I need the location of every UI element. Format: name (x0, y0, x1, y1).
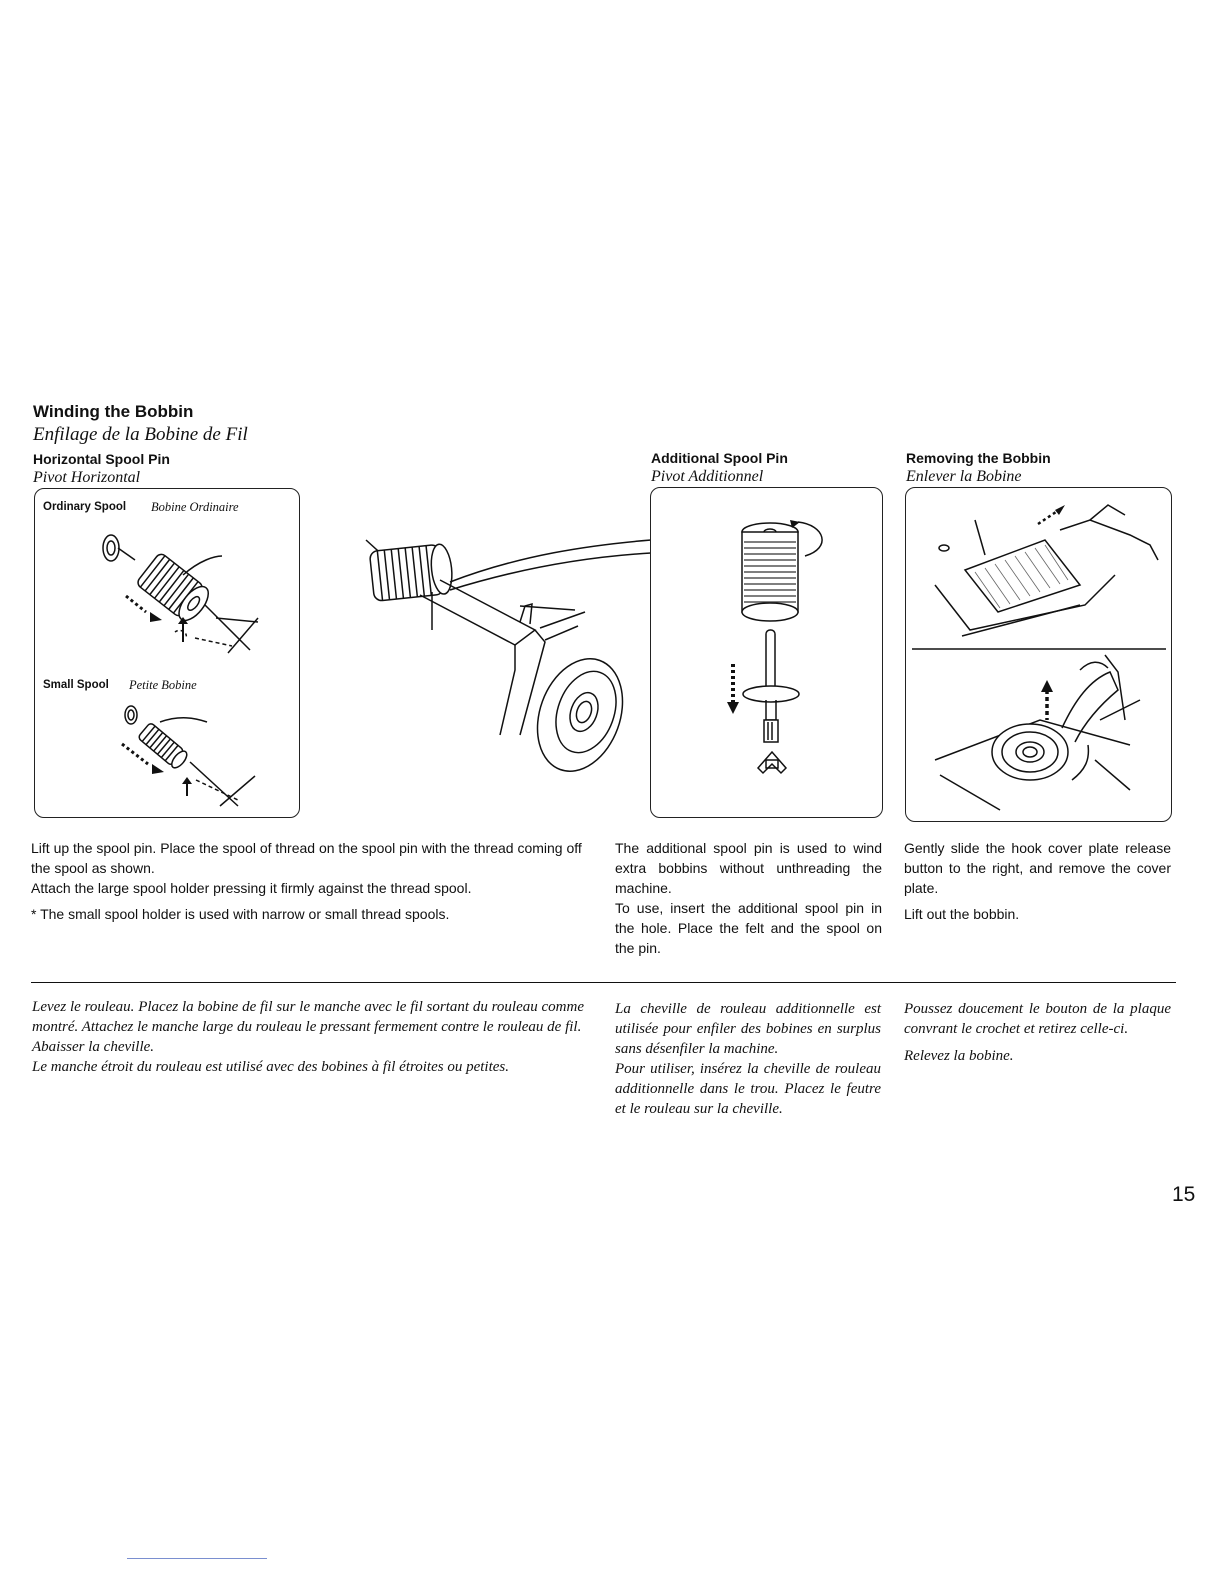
fr-col1 (32, 997, 584, 1077)
en-col2-p2: To use, insert the additional spool pin in the hole. Place the felt and the spool on the pin. (615, 900, 882, 956)
fr-col3 (904, 999, 1171, 1066)
small-spool-label: Small Spool (43, 679, 109, 691)
additional-spool-heading: Additional Spool Pin (651, 450, 788, 466)
additional-spool-heading-fr: Pivot Additionnel (651, 468, 764, 485)
fr-col1-p2: Abaisser la cheville. (32, 1039, 155, 1055)
fr-col2-p1: La cheville de rouleau additionnelle est utilisée pour enfiler des bobines en surplus sans désenfiler la machine. (615, 1001, 881, 1057)
en-col2-p1: The additional spool pin is used to wind extra bobbins without unthreading the machine. (615, 840, 882, 896)
fr-col3-p2: Relevez la bobine. (904, 1048, 1014, 1064)
section-title-fr: Enfilage de la Bobine de Fil (33, 424, 248, 445)
removing-bobbin-heading: Removing the Bobbin (906, 450, 1051, 466)
en-col3-p2: Lift out the bobbin. (904, 906, 1020, 922)
fr-col2-p2: Pour utiliser, insérez la cheville de rouleau additionnelle dans le trou. Placez le feutre et le rouleau sur la cheville. (615, 1061, 881, 1117)
small-spool-label-fr: Petite Bobine (129, 678, 197, 692)
horizontal-spool-heading: Horizontal Spool Pin (33, 451, 170, 467)
en-col1-p2: Attach the large spool holder pressing it firmly against the thread spool. (31, 880, 472, 896)
fr-col1-p1: Levez le rouleau. Placez la bobine de fil sur le manche avec le fil sortant du rouleau comme montré. Attachez le manche large du rouleau le pressant fermement contre le rouleau de fil. (32, 999, 584, 1035)
section-title: Winding the Bobbin (33, 402, 194, 421)
en-col3 (904, 838, 1171, 924)
en-col3-p1: Gently slide the hook cover plate release button to the right, and remove the cover plate. (904, 840, 1171, 896)
en-col1-note: * The small spool holder is used with narrow or small thread spools. (31, 906, 450, 922)
fr-col2 (615, 999, 881, 1119)
en-col1-p1: Lift up the spool pin. Place the spool of thread on the spool pin with the thread coming off the spool as shown. (31, 840, 582, 876)
removing-bobbin-heading-fr: Enlever la Bobine (906, 468, 1022, 485)
ordinary-spool-label-fr: Bobine Ordinaire (151, 500, 239, 514)
page-number: 15 (1172, 1183, 1196, 1206)
fr-col1-p3: Le manche étroit du rouleau est utilisé avec des bobines à fil étroites ou petites. (32, 1059, 509, 1075)
en-col1 (31, 838, 584, 924)
section-divider (31, 982, 1176, 983)
ordinary-spool-label: Ordinary Spool (43, 501, 127, 513)
en-col2 (615, 838, 882, 958)
footer-rule (127, 1558, 267, 1559)
horizontal-spool-heading-fr: Pivot Horizontal (33, 469, 141, 486)
fr-col3-p1: Poussez doucement le bouton de la plaque convrant le crochet et retirez celle-ci. (904, 1001, 1171, 1037)
